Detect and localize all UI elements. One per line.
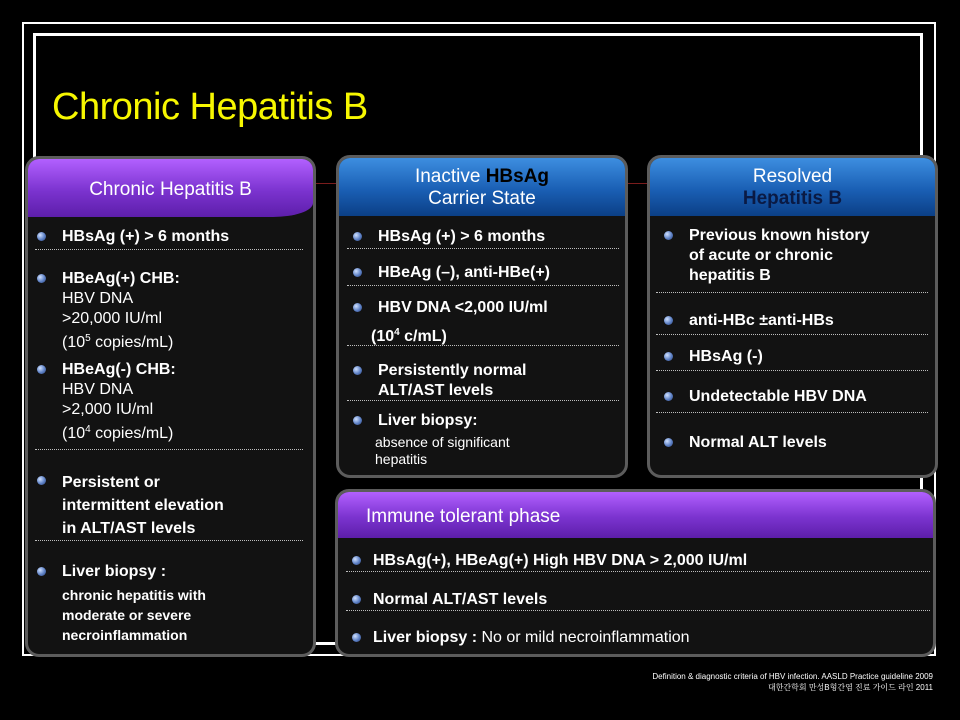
- item-title: Liver biopsy :: [62, 563, 167, 580]
- bullet-icon: [352, 556, 361, 565]
- item-line: necroinflammation: [62, 627, 188, 643]
- bullet-icon: [37, 567, 46, 576]
- item-line-part: (10: [62, 425, 86, 442]
- item-line: Persistent or: [62, 474, 160, 491]
- item-line: [62, 334, 173, 351]
- panel-header: [650, 158, 935, 216]
- item-text: HBeAg (–), anti-HBe(+): [378, 264, 551, 281]
- item-detail: [371, 323, 447, 347]
- item-text: anti-HBc ±anti-HBs: [689, 312, 834, 329]
- item-line: Previous known history: [689, 227, 870, 244]
- header-text-highlight: HBsAg: [485, 166, 550, 187]
- item-line: hepatitis: [375, 451, 428, 467]
- dotted-separator: [347, 400, 619, 401]
- item-line-part: (10: [62, 334, 86, 351]
- superscript: 5: [85, 333, 91, 344]
- bullet-icon: [353, 416, 362, 425]
- item-text: HBsAg(+), HBeAg(+) High HBV DNA > 2,000 IU/ml: [373, 552, 748, 569]
- bullet-icon: [352, 633, 361, 642]
- bullet-icon: [664, 231, 673, 240]
- header-text: Chronic: [89, 179, 160, 200]
- dotted-separator: [656, 334, 928, 335]
- dotted-separator: [656, 412, 928, 413]
- item-line: ALT/AST levels: [378, 382, 494, 399]
- dotted-separator: [35, 540, 303, 541]
- header-text-highlight: Hepatitis B: [742, 188, 843, 209]
- item-text: HBsAg (+) > 6 months: [62, 228, 230, 245]
- item-text: [62, 471, 224, 540]
- item-title: HBeAg(+) CHB:: [62, 270, 180, 287]
- item-text: [62, 269, 180, 353]
- panel-resolved-hepatitis-b: [647, 155, 938, 478]
- dotted-separator: [347, 345, 619, 346]
- item-line: [62, 425, 173, 442]
- bullet-icon: [37, 365, 46, 374]
- header-text: Immune tolerant phase: [366, 506, 561, 527]
- bullet-icon: [353, 268, 362, 277]
- header-text: Resolved: [752, 166, 833, 187]
- item-text: HBsAg (+) > 6 months: [378, 228, 546, 245]
- bullet-icon: [37, 274, 46, 283]
- item-line: >2,000 IU/ml: [62, 401, 154, 418]
- bullet-icon: [353, 232, 362, 241]
- dotted-separator: [347, 285, 619, 286]
- item-detail: No or mild necroinflammation: [481, 629, 690, 646]
- bullet-icon: [353, 303, 362, 312]
- dotted-separator: [656, 370, 928, 371]
- item-line-part: copies/mL): [90, 425, 174, 442]
- header-text: Carrier State: [428, 188, 536, 209]
- item-line-part: copies/mL): [90, 334, 174, 351]
- item-line: of acute or chronic: [689, 247, 834, 264]
- panel-header: [339, 158, 625, 216]
- item-title: HBeAg(-) CHB:: [62, 361, 176, 378]
- item-line: intermittent elevation: [62, 497, 224, 514]
- item-text: [378, 361, 527, 401]
- item-line: hepatitis B: [689, 267, 771, 284]
- item-detail: [62, 585, 206, 645]
- superscript: 4: [85, 424, 91, 435]
- header-text: Inactive: [414, 166, 486, 187]
- bullet-icon: [664, 438, 673, 447]
- item-line-part: (10: [371, 328, 395, 345]
- panel-header: [338, 492, 933, 538]
- footnote-line: Definition & diagnostic criteria of HBV infection. AASLD Practice guideline 2009: [652, 672, 933, 681]
- item-text: [689, 226, 869, 286]
- slide-title: Chronic Hepatitis B: [52, 86, 368, 128]
- item-text: HBV DNA <2,000 IU/ml: [378, 299, 548, 316]
- item-detail: [375, 434, 510, 468]
- item-text: [62, 360, 176, 444]
- panel-inactive-carrier: [336, 155, 628, 478]
- item-line-part: c/mL): [399, 328, 447, 345]
- footnote: [652, 671, 933, 693]
- bullet-icon: [664, 352, 673, 361]
- item-line: Persistently normal: [378, 362, 527, 379]
- superscript: 4: [394, 327, 400, 338]
- connector-line: [313, 183, 338, 184]
- dotted-separator: [347, 248, 619, 249]
- panel-header: [28, 159, 313, 217]
- item-text: Normal ALT/AST levels: [373, 591, 548, 608]
- bullet-icon: [664, 392, 673, 401]
- item-title: Liver biopsy:: [378, 412, 478, 429]
- bullet-icon: [37, 476, 46, 485]
- panel-chronic-hepatitis-b: [25, 156, 316, 657]
- bullet-icon: [353, 366, 362, 375]
- dotted-separator: [346, 610, 930, 611]
- bullet-icon: [664, 316, 673, 325]
- footnote-line: 대한간학회 만성B형간염 진료 가이드 라인 2011: [767, 683, 933, 692]
- bullet-icon: [352, 595, 361, 604]
- item-line: chronic hepatitis with: [62, 587, 206, 603]
- item-line: absence of significant: [375, 434, 510, 450]
- item-line: HBV DNA: [62, 381, 134, 398]
- dotted-separator: [35, 449, 303, 450]
- item-line: >20,000 IU/ml: [62, 310, 163, 327]
- item-line: HBV DNA: [62, 290, 134, 307]
- bullet-icon: [37, 232, 46, 241]
- item-line: in ALT/AST levels: [62, 520, 196, 537]
- item-text: Normal ALT levels: [689, 434, 827, 451]
- panel-immune-tolerant: [335, 489, 936, 657]
- dotted-separator: [656, 292, 928, 293]
- dotted-separator: [346, 571, 930, 572]
- item-text: [373, 628, 690, 648]
- item-text: Undetectable HBV DNA: [689, 388, 867, 405]
- item-line: moderate or severe: [62, 607, 192, 623]
- header-text-highlight: Hepatitis B: [159, 179, 252, 200]
- item-text: HBsAg (-): [689, 348, 763, 365]
- item-title: Liver biopsy :: [373, 629, 482, 646]
- dotted-separator: [35, 249, 303, 250]
